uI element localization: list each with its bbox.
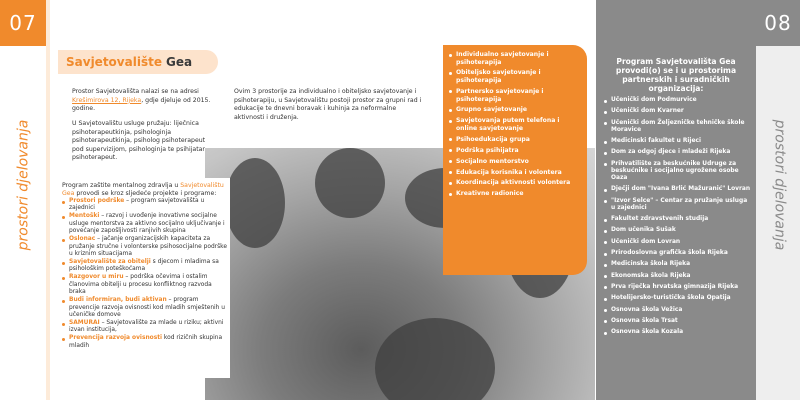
left-page-number: 07 xyxy=(0,0,46,46)
list-item: Prihvatilište za beskućnike Udruge za beskućnike i socijalno ugrožene osobe Oaza xyxy=(604,161,752,183)
intro-paragraph-staff: U Savjetovalištu usluge pružaju: liječnica psihoterapeutkinja, psihologinja psihoterapeutkinja, psiholog psihoterapeut pod supervizijom, psihologinja te psihijatar psihoterapeut. xyxy=(72,120,206,162)
list-item: Prevencija razvoja ovisnosti kod rizičnih skupina mladih xyxy=(62,335,230,350)
list-item: Učenički dom Željezničke tehničke škole Moravice xyxy=(604,120,752,134)
list-item: "Izvor Selce" – Centar za pružanje usluga u zajednici xyxy=(604,198,752,212)
list-item: Psihoedukacija grupa xyxy=(449,136,581,144)
list-item: Medicinski fakultet u Rijeci xyxy=(604,138,752,145)
list-item: Grupno savjetovanje xyxy=(449,106,581,114)
list-item: Savjetovanja putem telefona i online savjetovanje xyxy=(449,117,581,132)
list-item: Razgovor u miru – podrška očevima i ostalim članovima obitelji u procesu konfliktnog razvoda braka xyxy=(62,274,230,296)
intro-paragraph-address: Prostor Savjetovališta nalazi se na adresi Krešimirova 12, Rijeka, gdje djeluje od 2015. godine. xyxy=(72,88,211,113)
list-item: Obiteljsko savjetovanje i psihoterapija xyxy=(449,69,581,84)
list-item: Partnersko savjetovanje i psihoterapija xyxy=(449,88,581,103)
rooms-paragraph: Ovim 3 prostorije za individualno i obiteljsko savjetovanje i psihoterapiju, u Savjetovalištu postoji prostor za grupni rad i edukacije te dnevni boravak i kuhinja za neformalne aktivnosti i druženja. xyxy=(234,88,422,121)
list-item: Koordinacija aktivnosti volontera xyxy=(449,179,581,187)
address-link[interactable]: Krešimirova 12, Rijeka xyxy=(72,96,142,104)
projects-list xyxy=(62,198,230,351)
list-item: Učenički dom Lovran xyxy=(604,239,752,246)
list-item: Medicinska škola Rijeka xyxy=(604,261,752,268)
section-title-orange: Savjetovalište xyxy=(66,55,162,69)
list-item: Individualno savjetovanje i psihoterapija xyxy=(449,51,581,66)
list-item: SAMURAI – Savjetovalište za mlade u riziku; aktivni izvan institucija, xyxy=(62,320,230,335)
photo-hands xyxy=(375,318,495,400)
photo-figure xyxy=(315,148,385,218)
list-item: Hotelijersko-turistička škola Opatija xyxy=(604,295,752,302)
partners-list xyxy=(604,97,752,340)
services-card xyxy=(443,45,587,275)
list-item: Fakultet zdravstvenih studija xyxy=(604,216,752,223)
left-pale-stripe xyxy=(46,0,50,400)
list-item: Edukacija korisnika i volontera xyxy=(449,169,581,177)
list-item: Kreativne radionice xyxy=(449,190,581,198)
list-item: Socijalno mentorstvo xyxy=(449,158,581,166)
list-item: Učenički dom Podmurvice xyxy=(604,97,752,104)
list-item: Osnovna škola Kozala xyxy=(604,329,752,336)
list-item: Osnovna škola Trsat xyxy=(604,318,752,325)
list-item: Prirodoslovna grafička škola Rijeka xyxy=(604,250,752,257)
section-title-dark: Gea xyxy=(165,55,193,69)
list-item: Prva riječka hrvatska gimnazija Rijeka xyxy=(604,284,752,291)
list-item: Učenički dom Kvarner xyxy=(604,108,752,115)
list-item: Osnovna škola Vežica xyxy=(604,307,752,314)
list-item: Podrška psihijatra xyxy=(449,147,581,155)
list-item: Mentoški – razvoj i uvođenje inovativne socijalne usluge mentorstva za aktivno socijalno uključivanje i povećanje zapošljivosti ranjivih skupina xyxy=(62,213,230,235)
photo-figure xyxy=(225,158,285,248)
list-item: Prostori podrške – program savjetovališta u zajednici xyxy=(62,198,230,213)
list-item: Ekonomska škola Rijeka xyxy=(604,273,752,280)
list-item: Savjetovalište za obitelji s djecom i mladima sa psihološkim poteškoćama xyxy=(62,259,230,274)
projects-intro: Program zaštite mentalnog zdravlja u Savjetovalištu Gea provodi se kroz sljedeće projekte i programe: xyxy=(62,182,224,197)
right-side-title: prostori djelovanja xyxy=(771,119,788,251)
partners-heading: Program Savjetovališta Gea provodi(o) se i u prostorima partnerskih i suradničkih organizacija: xyxy=(615,57,737,93)
list-item: Oslonac – jačanje organizacijskih kapaciteta za pružanje stručne i volonterske psihosocijalne podrške u kriznim situacijama xyxy=(62,236,230,258)
list-item: Dom za odgoj djece i mladeži Rijeka xyxy=(604,149,752,156)
list-item: Dom učenika Sušak xyxy=(604,227,752,234)
left-side-title: prostori djelovanja xyxy=(15,119,32,251)
list-item: Budi informiran, budi aktivan – program prevencije razvoja ovisnosti kod mladih smještenih u učeničke domove xyxy=(62,297,230,319)
right-page-number: 08 xyxy=(756,0,800,46)
services-list xyxy=(449,51,581,198)
section-title xyxy=(58,50,218,74)
list-item: Dječji dom "Ivana Brlić Mažuranić" Lovran xyxy=(604,186,752,193)
